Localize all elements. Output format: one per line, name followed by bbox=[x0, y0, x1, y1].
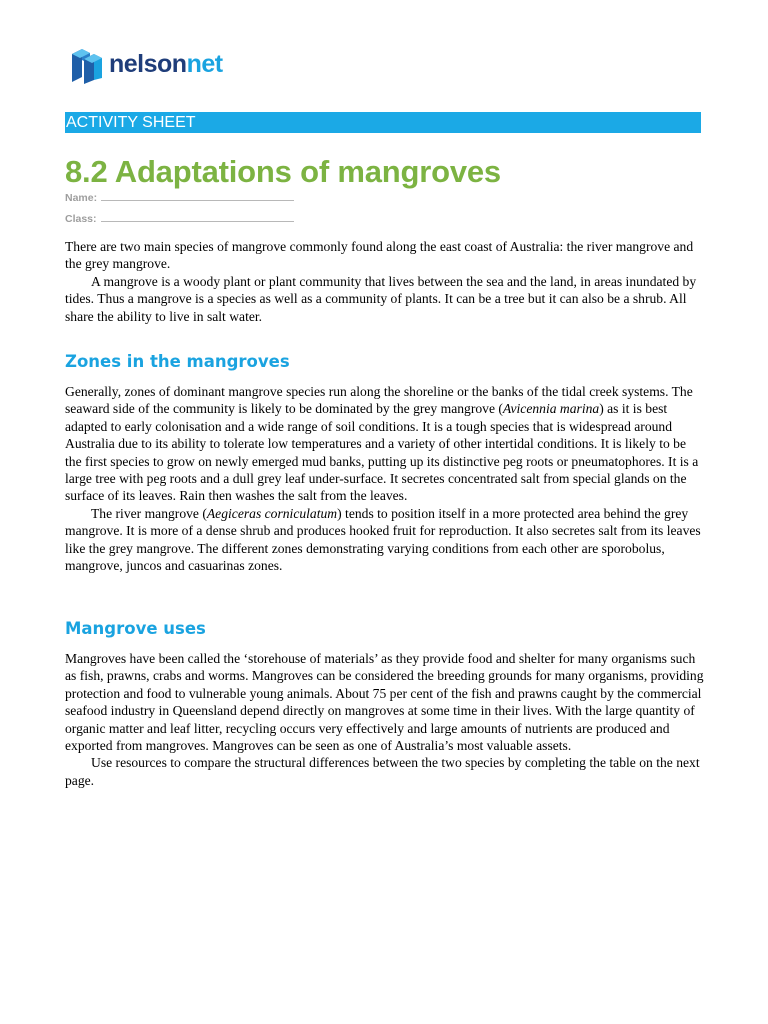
nelsonnet-logo bbox=[68, 44, 223, 84]
class-label: Class: bbox=[65, 213, 97, 225]
name-line[interactable] bbox=[101, 200, 294, 201]
name-field[interactable] bbox=[65, 192, 294, 204]
class-field[interactable] bbox=[65, 213, 294, 225]
page-title: 8.2 Adaptations of mangroves bbox=[65, 154, 501, 189]
grey-mangrove-species: Avicennia marina bbox=[502, 401, 600, 417]
uses-heading: Mangrove uses bbox=[65, 619, 206, 638]
banner-label: ACTIVITY SHEET bbox=[66, 114, 196, 131]
uses-paragraph-1: Mangroves have been called the ‘storehouse of materials’ as they provide food and shelter for many organisms such as fish, prawns, crabs and worms. Mangroves can be considered the breeding grounds for many organisms, providing protection and food to vulnerable young animals. About 75 per cent of the fish and prawns caught by the commercial seafood industry in Queensland depend directly on mangroves at some time in their lives. With the large quantity of organic matter and leaf litter, recycling occurs very effectively and large amounts of nutrients are produced and exported from mangroves. Mangroves can be seen as one of Australia’s most valuable assets. bbox=[65, 651, 704, 754]
activity-sheet-banner bbox=[65, 112, 701, 133]
zones-section bbox=[65, 383, 705, 574]
logo-wordmark: nelsonnet bbox=[109, 49, 223, 78]
intro-paragraph-2: A mangrove is a woody plant or plant community that lives between the sea and the land, in areas inundated by tides. Thus a mangrove is a species as well as a community of plants. It can be a tree but it can also be a shrub. All share the ability to live in salt water. bbox=[65, 273, 697, 324]
uses-section bbox=[65, 650, 705, 789]
nelsonnet-logo-icon bbox=[68, 44, 108, 84]
intro-section bbox=[65, 238, 705, 325]
river-mangrove-species: Aegiceras corniculatum bbox=[206, 505, 338, 521]
zones-heading: Zones in the mangroves bbox=[65, 352, 290, 371]
class-line[interactable] bbox=[101, 221, 294, 222]
intro-paragraph-1: There are two main species of mangrove commonly found along the east coast of Australia: the river mangrove and the grey mangrove. bbox=[65, 239, 694, 272]
uses-paragraph-2: Use resources to compare the structural differences between the two species by completing the table on the next page. bbox=[65, 755, 700, 788]
zones-paragraph-1: Generally, zones of dominant mangrove species run along the shoreline or the banks of the tidal creek systems. The seaward side of the community is likely to be dominated by the grey mangrove (Avicennia marina) as it is best adapted to early colonisation and a wide range of soil conditions. It is a tough species that is widespread around Australia due to its ability to tolerate low temperatures and a variety of other intertidal conditions. It is likely to be the first species to grow on newly emerged mud banks, putting up its distinctive peg roots or pneumatophores. It is a large tree with peg roots and a dull grey leaf under-surface. It secretes concentrated salt from special glands on the surface of its leaves. Rain then washes the salt from the leaves. bbox=[65, 384, 699, 504]
name-label: Name: bbox=[65, 192, 98, 204]
zones-paragraph-2: The river mangrove (Aegiceras corniculatum) tends to position itself in a more protected area behind the grey mangrove. It is more of a dense shrub and produces hooked fruit for reproduction. It also secretes salt from its leaves like the grey mangrove. The different zones demonstrating varying conditions from each other are sporobolus, mangrove, juncos and casuarinas zones. bbox=[65, 505, 701, 574]
